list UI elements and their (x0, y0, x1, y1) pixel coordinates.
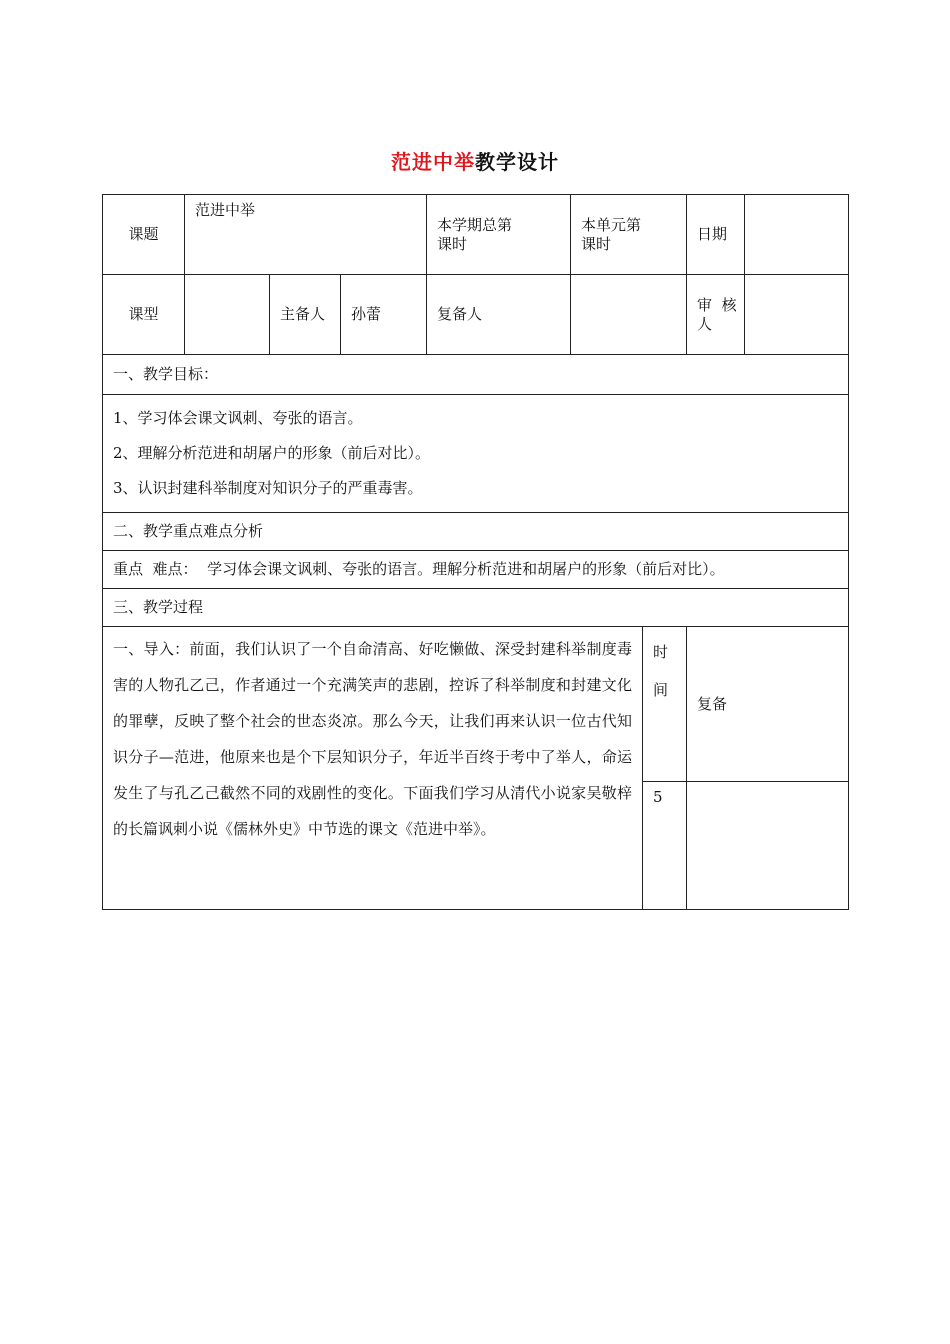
review-label: 复备 (687, 627, 849, 782)
topic-value: 范进中举 (185, 195, 427, 275)
section1-goals-row (103, 395, 849, 513)
section2-heading: 二、教学重点难点分析 (103, 513, 849, 551)
topic-label: 课题 (103, 195, 185, 275)
term-total-cell (427, 195, 571, 275)
review-value (687, 782, 849, 910)
goal-item: 2、理解分析范进和胡屠户的形象（前后对比）。 (113, 444, 431, 462)
section1-heading-row (103, 355, 849, 395)
co-preparer-value (571, 275, 687, 355)
unit-line2: 课时 (581, 234, 612, 253)
header-row-topic (103, 195, 849, 275)
goals-list (103, 395, 849, 513)
header-row-type (103, 275, 849, 355)
section2-heading-row (103, 513, 849, 551)
unit-cell (571, 195, 687, 275)
type-value (185, 275, 270, 355)
main-preparer-label: 主备人 (270, 275, 341, 355)
term-total-line2: 课时 (437, 234, 468, 253)
process-row-top (103, 627, 849, 782)
section3-heading-row (103, 589, 849, 627)
type-label: 课型 (103, 275, 185, 355)
lesson-plan-table (102, 194, 849, 910)
section2-content-row (103, 551, 849, 589)
section3-heading: 三、教学过程 (103, 589, 849, 627)
date-value (745, 195, 849, 275)
reviewer-cell (687, 275, 745, 355)
reviewer-line2: 人 (697, 314, 713, 333)
intro-paragraph: 一、导入：前面，我们认识了一个自命清高、好吃懒做、深受封建科举制度毒害的人物孔乙己，作者通过一个充满笑声的悲剧，控诉了科举制度和封建文化的罪孽，反映了整个社会的世态炎凉。那么今天，让我们再来认识一位古代知识分子—范进，他原来也是个下层知识分子，年近半百终于考中了举人，命运发生了与孔乙己截然不同的戏剧性的变化。下面我们学习从清代小说家吴敬梓的长篇讽刺小说《儒林外史》中节选的课文《范进中举》。 (103, 627, 643, 910)
goal-item: 3、认识封建科举制度对知识分子的严重毒害。 (113, 479, 423, 497)
reviewer-value (745, 275, 849, 355)
main-preparer-value: 孙蕾 (341, 275, 427, 355)
reviewer-line1: 审 核 (697, 295, 737, 314)
time-label-line1: 时 (653, 643, 669, 661)
section1-heading: 一、教学目标： (103, 355, 849, 395)
term-total-line1: 本学期总第 (437, 215, 513, 234)
time-label-cell (643, 627, 687, 782)
page-title (0, 146, 950, 175)
co-preparer-label: 复备人 (427, 275, 571, 355)
date-label: 日期 (687, 195, 745, 275)
time-label-line2: 间 (653, 681, 669, 699)
title-red-part: 范进中举 (391, 150, 475, 174)
time-value: 5 (643, 782, 687, 910)
goal-item: 1、学习体会课文讽刺、夸张的语言。 (113, 409, 363, 427)
title-black-part: 教学设计 (475, 150, 559, 174)
section2-content: 重点 难点： 学习体会课文讽刺、夸张的语言。理解分析范进和胡屠户的形象（前后对比）。 (103, 551, 849, 589)
unit-line1: 本单元第 (581, 215, 642, 234)
